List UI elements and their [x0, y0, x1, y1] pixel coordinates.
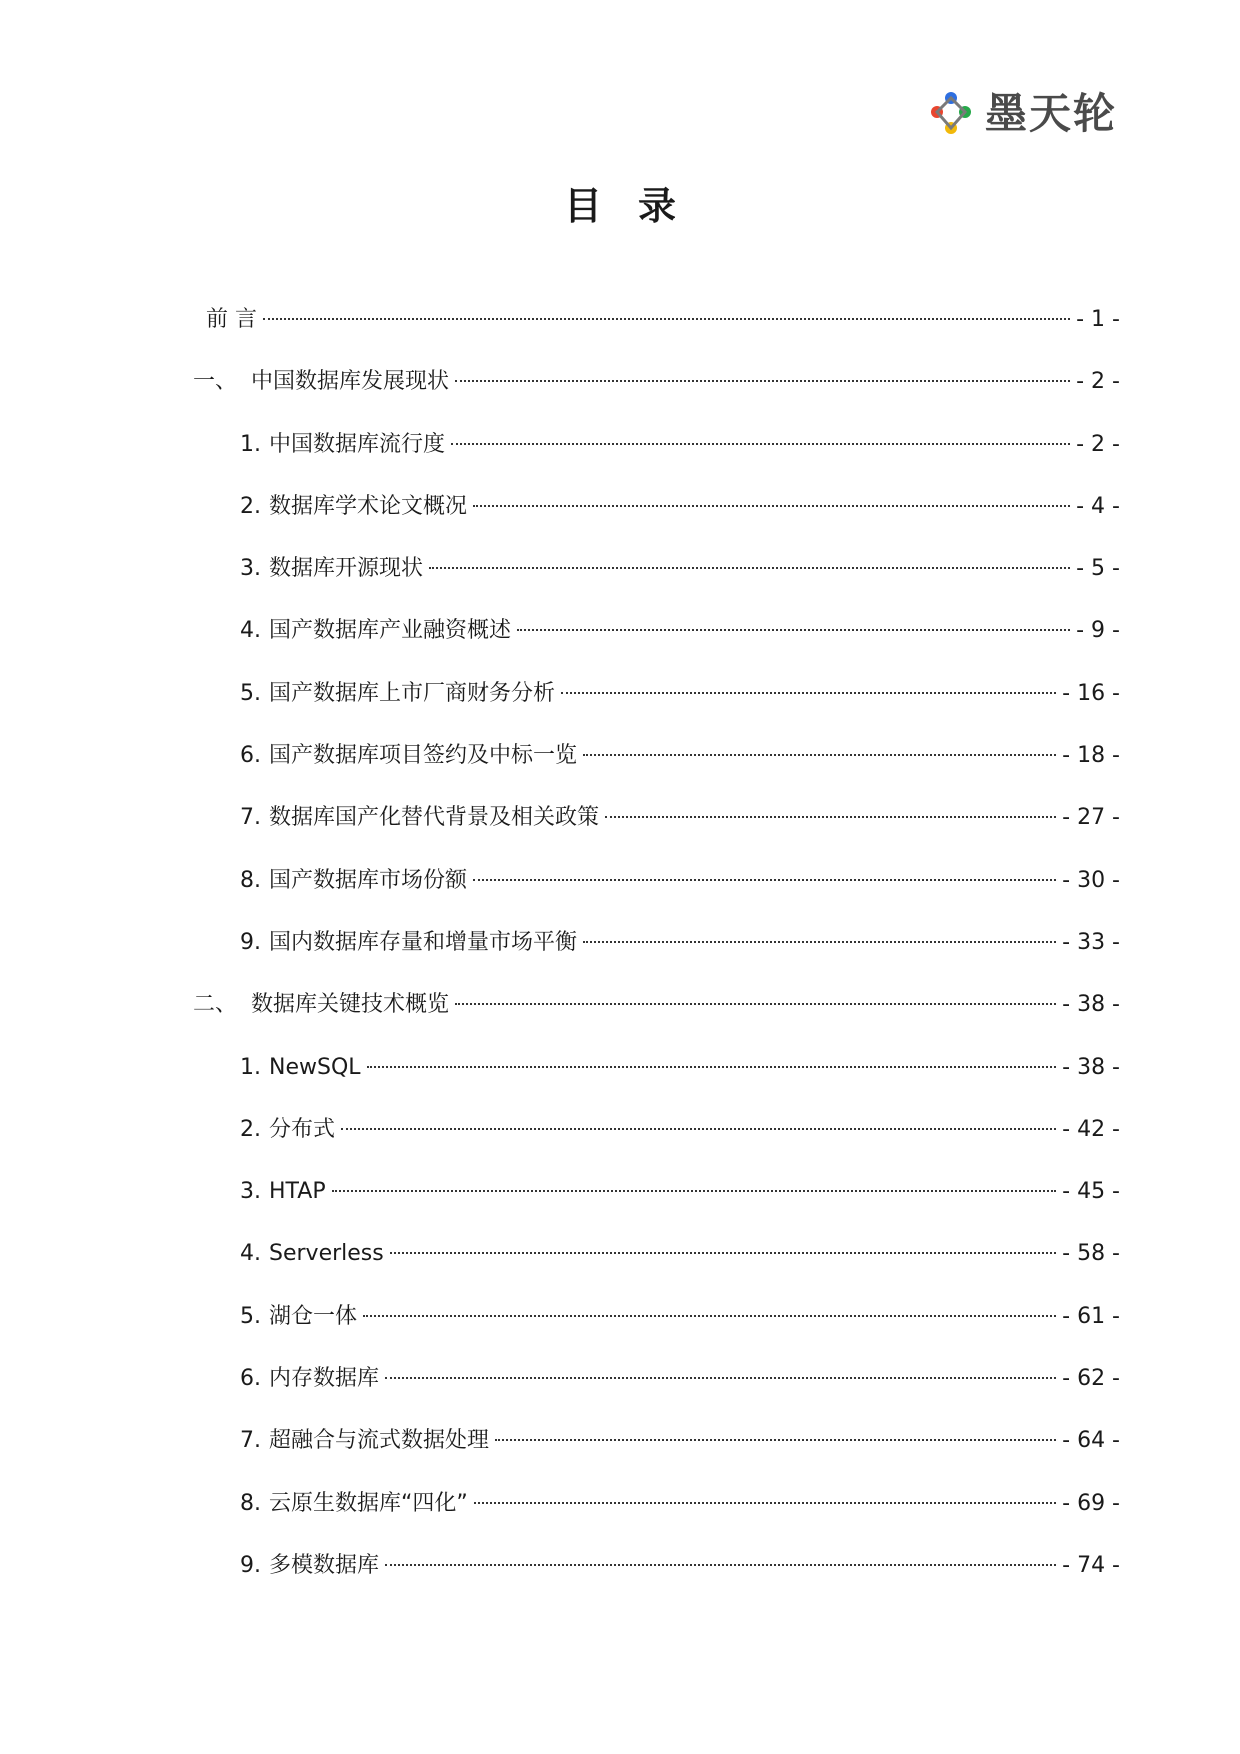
toc-entry[interactable]: [0, 1550, 1240, 1612]
toc-entry[interactable]: [0, 366, 1240, 428]
brand-logo: [925, 88, 1117, 140]
toc-page-number: - 30 -: [1062, 867, 1120, 893]
table-of-contents: [0, 304, 1240, 1612]
toc-page-number: - 58 -: [1062, 1241, 1120, 1267]
toc-page-number: - 74 -: [1062, 1552, 1120, 1578]
toc-entry-label: 超融合与流式数据处理: [269, 1428, 490, 1454]
toc-page-number: - 4 -: [1076, 493, 1120, 519]
toc-entry-number: 8.: [240, 867, 261, 893]
dot-leader: [495, 1439, 1056, 1441]
toc-page-number: - 2 -: [1076, 431, 1120, 457]
toc-page-number: - 64 -: [1062, 1428, 1120, 1454]
toc-entry[interactable]: [0, 429, 1240, 491]
toc-entry-label: 国产数据库上市厂商财务分析: [269, 680, 556, 706]
toc-page-number: - 33 -: [1062, 929, 1120, 955]
toc-entry-number: 二、: [193, 992, 238, 1018]
toc-page-number: - 16 -: [1062, 680, 1120, 706]
toc-entry-number: 6.: [240, 743, 261, 769]
dot-leader: [583, 754, 1056, 756]
dot-leader: [455, 1003, 1056, 1005]
dot-leader: [390, 1252, 1056, 1254]
dot-leader: [332, 1190, 1057, 1192]
toc-entry-label: 中国数据库流行度: [269, 431, 446, 457]
toc-entry-label: HTAP: [269, 1179, 326, 1205]
toc-entry-number: 4.: [240, 1241, 261, 1267]
dot-leader: [605, 816, 1056, 818]
toc-entry-label: Serverless: [269, 1241, 384, 1267]
dot-leader: [363, 1315, 1056, 1317]
toc-entry-number: 6.: [240, 1366, 261, 1392]
toc-entry-number: 3.: [240, 556, 261, 582]
toc-entry-label: 数据库学术论文概况: [269, 493, 468, 519]
toc-entry-label: 数据库开源现状: [269, 556, 424, 582]
logo-icon: [925, 88, 977, 140]
dot-leader: [385, 1377, 1056, 1379]
toc-entry-number: 5.: [240, 680, 261, 706]
toc-entry[interactable]: [0, 1052, 1240, 1114]
toc-entry-number: 8.: [240, 1490, 261, 1516]
toc-entry[interactable]: [0, 304, 1240, 366]
toc-entry[interactable]: [0, 1301, 1240, 1363]
toc-page-number: - 61 -: [1062, 1303, 1120, 1329]
toc-page-number: - 18 -: [1062, 743, 1120, 769]
toc-entry[interactable]: [0, 491, 1240, 553]
toc-entry-number: 5.: [240, 1303, 261, 1329]
toc-entry-label: 国产数据库产业融资概述: [269, 618, 512, 644]
toc-entry[interactable]: [0, 1238, 1240, 1300]
toc-page-number: - 27 -: [1062, 805, 1120, 831]
toc-entry-number: 9.: [240, 929, 261, 955]
toc-page-number: - 38 -: [1062, 1054, 1120, 1080]
dot-leader: [367, 1066, 1057, 1068]
toc-entry[interactable]: [0, 1425, 1240, 1487]
toc-entry-number: 1.: [240, 1054, 261, 1080]
toc-entry[interactable]: [0, 927, 1240, 989]
toc-entry[interactable]: [0, 1176, 1240, 1238]
dot-leader: [341, 1128, 1056, 1130]
toc-entry-label: 国内数据库存量和增量市场平衡: [269, 929, 578, 955]
toc-entry-label: 数据库关键技术概览: [251, 992, 450, 1018]
toc-entry-number: 9.: [240, 1552, 261, 1578]
toc-entry-number: 2.: [240, 493, 261, 519]
toc-entry-label: 国产数据库项目签约及中标一览: [269, 743, 578, 769]
toc-page-number: - 42 -: [1062, 1116, 1120, 1142]
toc-entry[interactable]: [0, 678, 1240, 740]
dot-leader: [455, 380, 1070, 382]
toc-page-number: - 62 -: [1062, 1366, 1120, 1392]
toc-page-number: - 5 -: [1076, 556, 1120, 582]
toc-page-number: - 1 -: [1076, 307, 1120, 332]
toc-entry-number: 1.: [240, 431, 261, 457]
toc-entry-label: 多模数据库: [269, 1552, 380, 1578]
toc-entry[interactable]: [0, 1114, 1240, 1176]
toc-entry-label: NewSQL: [269, 1054, 361, 1080]
dot-leader: [583, 941, 1056, 943]
dot-leader: [517, 629, 1070, 631]
toc-entry[interactable]: [0, 553, 1240, 615]
page-title: 目录: [563, 184, 712, 228]
dot-leader: [561, 692, 1056, 694]
toc-entry[interactable]: [0, 989, 1240, 1051]
toc-entry-number: 2.: [240, 1116, 261, 1142]
toc-entry[interactable]: [0, 1488, 1240, 1550]
toc-page-number: - 69 -: [1062, 1490, 1120, 1516]
logo-text: 墨天轮: [985, 89, 1118, 138]
toc-entry-number: 7.: [240, 1428, 261, 1454]
dot-leader: [263, 318, 1070, 320]
toc-page-number: - 45 -: [1062, 1179, 1120, 1205]
toc-page-number: - 38 -: [1062, 992, 1120, 1018]
toc-entry-label: 分布式: [269, 1116, 336, 1142]
toc-entry-number: 一、: [193, 369, 238, 395]
toc-entry-label: 中国数据库发展现状: [251, 369, 450, 395]
dot-leader: [429, 567, 1070, 569]
toc-entry-label: 内存数据库: [269, 1366, 380, 1392]
toc-entry-label: 前 言: [206, 307, 257, 332]
dot-leader: [474, 1502, 1056, 1504]
toc-entry[interactable]: [0, 615, 1240, 677]
dot-leader: [473, 505, 1070, 507]
toc-entry[interactable]: [0, 740, 1240, 802]
toc-entry-label: 数据库国产化替代背景及相关政策: [269, 805, 600, 831]
toc-entry-number: 7.: [240, 805, 261, 831]
toc-entry-label: 湖仓一体: [269, 1303, 358, 1329]
dot-leader: [385, 1564, 1056, 1566]
dot-leader: [451, 443, 1070, 445]
dot-leader: [473, 879, 1056, 881]
toc-entry-label: 云原生数据库“四化”: [269, 1490, 468, 1516]
toc-entry[interactable]: [0, 1363, 1240, 1425]
toc-page-number: - 2 -: [1076, 369, 1120, 395]
toc-page-number: - 9 -: [1076, 618, 1120, 644]
toc-entry[interactable]: [0, 865, 1240, 927]
toc-entry-number: 4.: [240, 618, 261, 644]
toc-entry-number: 3.: [240, 1179, 261, 1205]
toc-entry[interactable]: [0, 802, 1240, 864]
toc-entry-label: 国产数据库市场份额: [269, 867, 468, 893]
